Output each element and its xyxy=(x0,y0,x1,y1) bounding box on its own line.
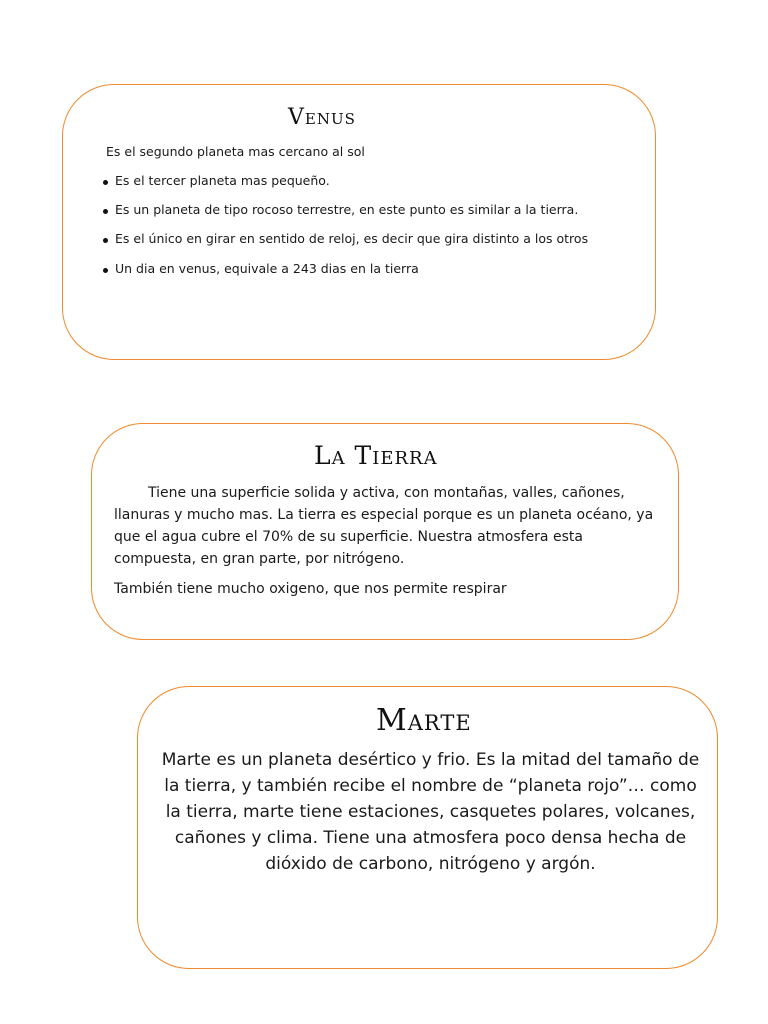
list-item xyxy=(103,230,588,248)
bullet-icon xyxy=(103,209,108,214)
list-item xyxy=(103,201,588,219)
marte-card xyxy=(137,686,718,969)
list-item xyxy=(103,260,588,278)
tierra-paragraph: Tiene una superficie solida y activa, con montañas, valles, cañones, llanuras y mucho mas. La tierra es especial porque es un planeta océano, ya que el agua cubre el 70% de su superficie. Nuestra atmosfera esta compuesta, en gran parte, por nitrógeno. xyxy=(114,485,654,567)
venus-intro: Es el segundo planeta mas cercano al sol xyxy=(106,144,365,159)
bullet-icon xyxy=(103,180,108,185)
marte-body: Marte es un planeta desértico y frio. Es la mitad del tamaño de la tierra, y también recibe el nombre de “planeta rojo”… como la tierra, marte tiene estaciones, casquetes polares, volcanes, cañones y clima. Tiene una atmosfera poco densa hecha de dióxido de carbono, nitrógeno y argón. xyxy=(161,750,700,874)
marte-title: Marte xyxy=(376,703,472,738)
list-item-text: Es el tercer planeta mas pequeño. xyxy=(115,173,330,188)
list-item-text: Es un planeta de tipo rocoso terrestre, en este punto es similar a la tierra. xyxy=(115,202,579,218)
list-item-text: Un dia en venus, equivale a 243 dias en la tierra xyxy=(115,260,419,276)
venus-bullet-list xyxy=(103,172,588,289)
venus-card xyxy=(62,84,656,360)
tierra-card xyxy=(91,423,679,640)
venus-title: Venus xyxy=(288,105,356,130)
tierra-body xyxy=(114,482,669,600)
tierra-title: La Tierra xyxy=(314,441,438,470)
bullet-icon xyxy=(103,268,108,273)
list-item-text: Es el único en girar en sentido de reloj, es decir que gira distinto a los otros xyxy=(115,231,589,247)
list-item xyxy=(103,172,588,190)
tierra-paragraph: También tiene mucho oxigeno, que nos permite respirar xyxy=(114,581,507,597)
bullet-icon xyxy=(103,238,108,243)
